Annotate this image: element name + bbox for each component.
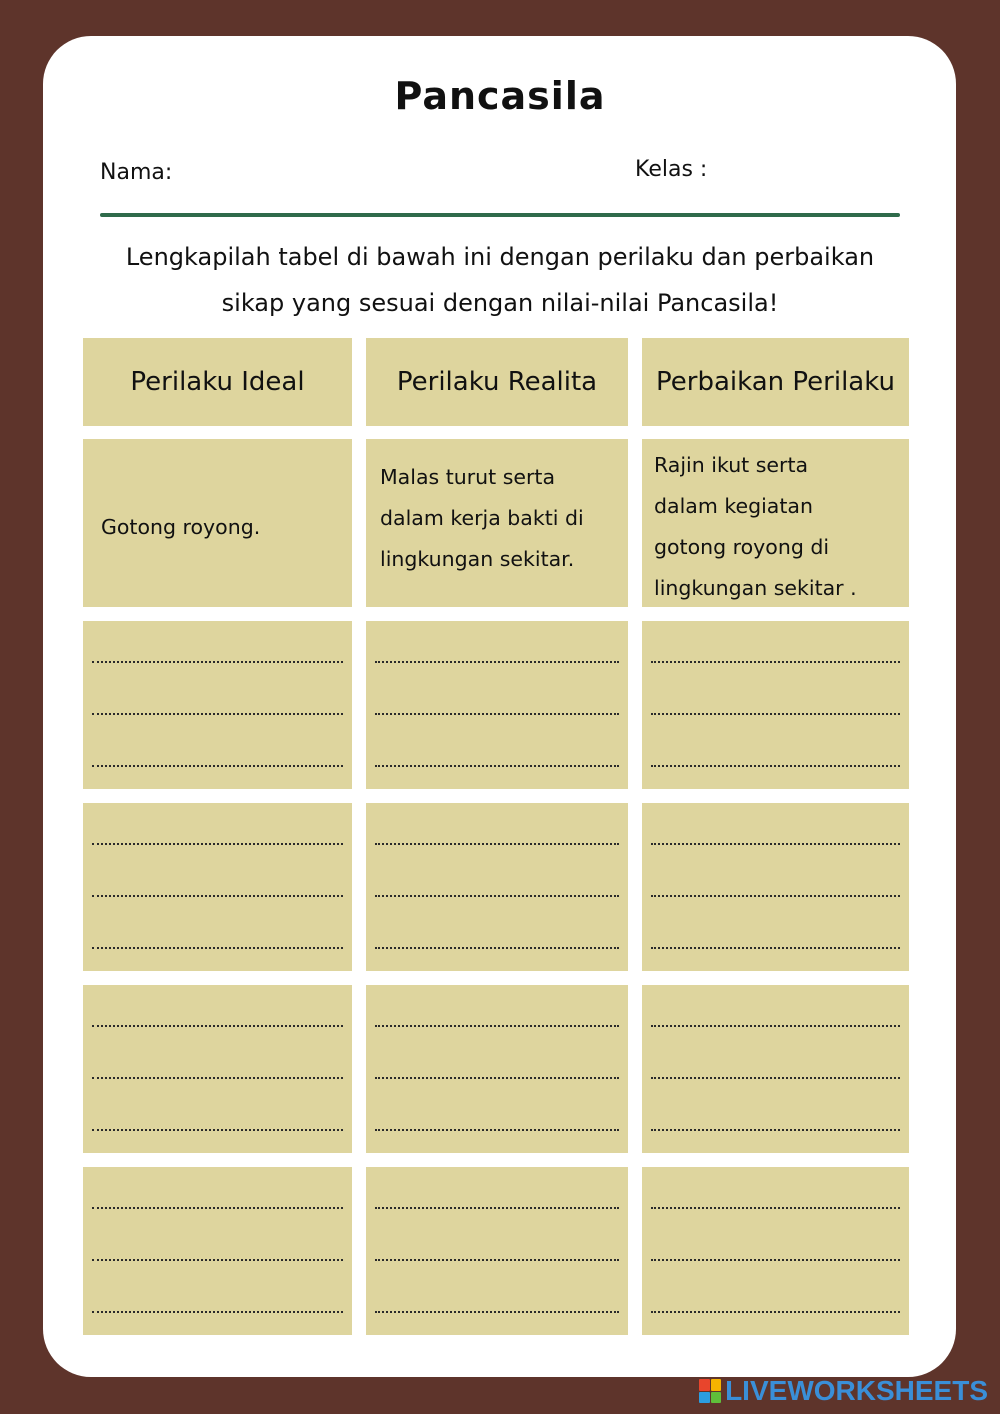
answer-line: [651, 661, 900, 663]
example-reality-text: [380, 457, 620, 580]
answer-line: [651, 1259, 900, 1261]
example-cell-ideal: [83, 439, 352, 607]
liveworksheets-wordmark: LIVEWORKSHEETS: [725, 1375, 988, 1406]
header-perilaku-realita: Perilaku Realita: [366, 338, 628, 426]
example-ideal-line: Gotong royong.: [101, 515, 261, 539]
answer-line: [651, 895, 900, 897]
answer-cell-improvement-3[interactable]: [642, 985, 909, 1153]
example-reality-line: Malas turut serta: [380, 465, 556, 489]
answer-line: [375, 1025, 619, 1027]
answer-cell-reality-4[interactable]: [366, 1167, 628, 1335]
logo-square-blue: [699, 1392, 710, 1404]
answer-line: [651, 1207, 900, 1209]
logo-square-yellow: [711, 1379, 722, 1391]
answer-line: [651, 1311, 900, 1313]
example-improvement-line: Rajin ikut serta: [654, 453, 809, 477]
header-divider: [100, 213, 900, 217]
answer-line: [92, 713, 343, 715]
answer-line: [651, 713, 900, 715]
liveworksheets-brand[interactable]: [699, 1376, 988, 1406]
answer-line: [375, 713, 619, 715]
answer-cell-reality-1[interactable]: [366, 621, 628, 789]
answer-cell-ideal-4[interactable]: [83, 1167, 352, 1335]
example-ideal-text: [101, 507, 344, 548]
example-improvement-text: [654, 445, 901, 609]
answer-cell-ideal-2[interactable]: [83, 803, 352, 971]
answer-line: [92, 947, 343, 949]
answer-line: [651, 1025, 900, 1027]
answer-line: [92, 843, 343, 845]
instruction-line-2: sikap yang sesuai dengan nilai-nilai Pancasila!: [221, 289, 779, 317]
class-label: Kelas :: [635, 157, 708, 182]
instruction-text: [80, 234, 920, 326]
answer-line: [92, 1259, 343, 1261]
answer-cell-improvement-4[interactable]: [642, 1167, 909, 1335]
worksheet-title: Pancasila: [394, 74, 606, 118]
answer-cell-improvement-2[interactable]: [642, 803, 909, 971]
answer-line: [375, 1077, 619, 1079]
answer-line: [92, 1025, 343, 1027]
answer-line: [375, 765, 619, 767]
instruction-line-1: Lengkapilah tabel di bawah ini dengan perilaku dan perbaikan: [125, 243, 875, 271]
answer-line: [92, 661, 343, 663]
answer-line: [651, 765, 900, 767]
example-reality-line: dalam kerja bakti di: [380, 506, 584, 530]
answer-line: [375, 1129, 619, 1131]
name-label: Nama:: [100, 160, 173, 185]
answer-line: [651, 843, 900, 845]
answer-line: [375, 843, 619, 845]
answer-line: [375, 1259, 619, 1261]
answer-cell-reality-2[interactable]: [366, 803, 628, 971]
answer-line: [375, 1207, 619, 1209]
example-improvement-line: dalam kegiatan: [654, 494, 813, 518]
answer-cell-ideal-1[interactable]: [83, 621, 352, 789]
answer-line: [651, 1077, 900, 1079]
liveworksheets-logo-icon: [699, 1379, 721, 1403]
answer-line: [92, 765, 343, 767]
answer-line: [92, 1077, 343, 1079]
logo-square-red: [699, 1379, 710, 1391]
answer-line: [92, 1311, 343, 1313]
answer-line: [92, 1129, 343, 1131]
logo-square-green: [711, 1392, 722, 1404]
answer-cell-reality-3[interactable]: [366, 985, 628, 1153]
answer-line: [92, 895, 343, 897]
example-cell-reality: [366, 439, 628, 607]
example-cell-improvement: [642, 439, 909, 607]
header-perbaikan-perilaku: Perbaikan Perilaku: [642, 338, 909, 426]
answer-cell-improvement-1[interactable]: [642, 621, 909, 789]
answer-line: [375, 661, 619, 663]
answer-line: [92, 1207, 343, 1209]
answer-line: [651, 947, 900, 949]
example-improvement-line: gotong royong di: [654, 535, 830, 559]
example-improvement-line: lingkungan sekitar .: [654, 576, 857, 600]
header-perilaku-ideal: Perilaku Ideal: [83, 338, 352, 426]
answer-line: [375, 895, 619, 897]
answer-line: [651, 1129, 900, 1131]
answer-line: [375, 1311, 619, 1313]
example-reality-line: lingkungan sekitar.: [380, 547, 575, 571]
answer-line: [375, 947, 619, 949]
answer-cell-ideal-3[interactable]: [83, 985, 352, 1153]
